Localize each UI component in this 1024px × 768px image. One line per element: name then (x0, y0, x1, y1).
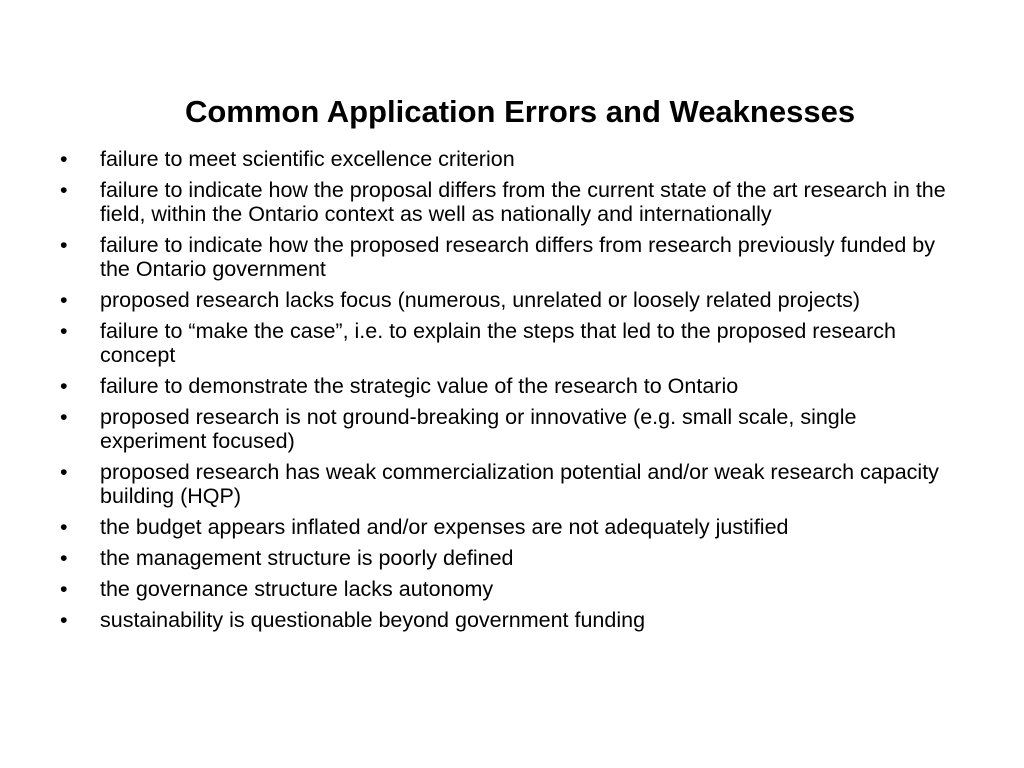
bullet-icon: • (60, 515, 68, 539)
bullet-icon: • (60, 405, 68, 429)
bullet-icon: • (60, 319, 68, 343)
bullet-icon: • (60, 288, 68, 312)
list-item-text: failure to demonstrate the strategic value of the research to Ontario (100, 374, 739, 398)
bullet-icon: • (60, 374, 68, 398)
list-item (60, 405, 960, 453)
list-item (60, 288, 960, 312)
list-item (60, 233, 960, 281)
list-item-text: the governance structure lacks autonomy (100, 577, 494, 601)
list-item (60, 178, 960, 226)
list-item (60, 319, 960, 367)
list-item-text: proposed research has weak commercialization potential and/or weak research capacity building (HQP) (100, 460, 939, 508)
bullet-icon: • (60, 147, 68, 171)
list-item-text: failure to indicate how the proposal differs from the current state of the art research in the field, within the Ontario context as well as nationally and internationally (100, 178, 946, 226)
list-item (60, 374, 960, 398)
bullet-icon: • (60, 233, 68, 257)
bullet-icon: • (60, 546, 68, 570)
bullet-icon: • (60, 178, 68, 202)
list-item-text: sustainability is questionable beyond government funding (100, 608, 646, 632)
list-item-text: failure to indicate how the proposed research differs from research previously funded by the Ontario government (100, 233, 935, 281)
list-item-text: failure to “make the case”, i.e. to explain the steps that led to the proposed research concept (100, 319, 896, 367)
list-item-text: proposed research is not ground-breaking or innovative (e.g. small scale, single experiment focused) (100, 405, 857, 453)
list-item (60, 608, 960, 632)
bullet-icon: • (60, 577, 68, 601)
list-item-text: the budget appears inflated and/or expenses are not adequately justified (100, 515, 789, 539)
bullet-icon: • (60, 460, 68, 484)
list-item (60, 147, 960, 171)
list-item-text: the management structure is poorly defined (100, 546, 514, 570)
bullet-icon: • (60, 608, 68, 632)
list-item (60, 515, 960, 539)
list-item-text: failure to meet scientific excellence criterion (100, 147, 515, 171)
bullet-list (60, 147, 960, 639)
list-item (60, 546, 960, 570)
list-item (60, 460, 960, 508)
list-item (60, 577, 960, 601)
slide-title: Common Application Errors and Weaknesses (184, 94, 856, 129)
list-item-text: proposed research lacks focus (numerous, unrelated or loosely related projects) (100, 288, 861, 312)
